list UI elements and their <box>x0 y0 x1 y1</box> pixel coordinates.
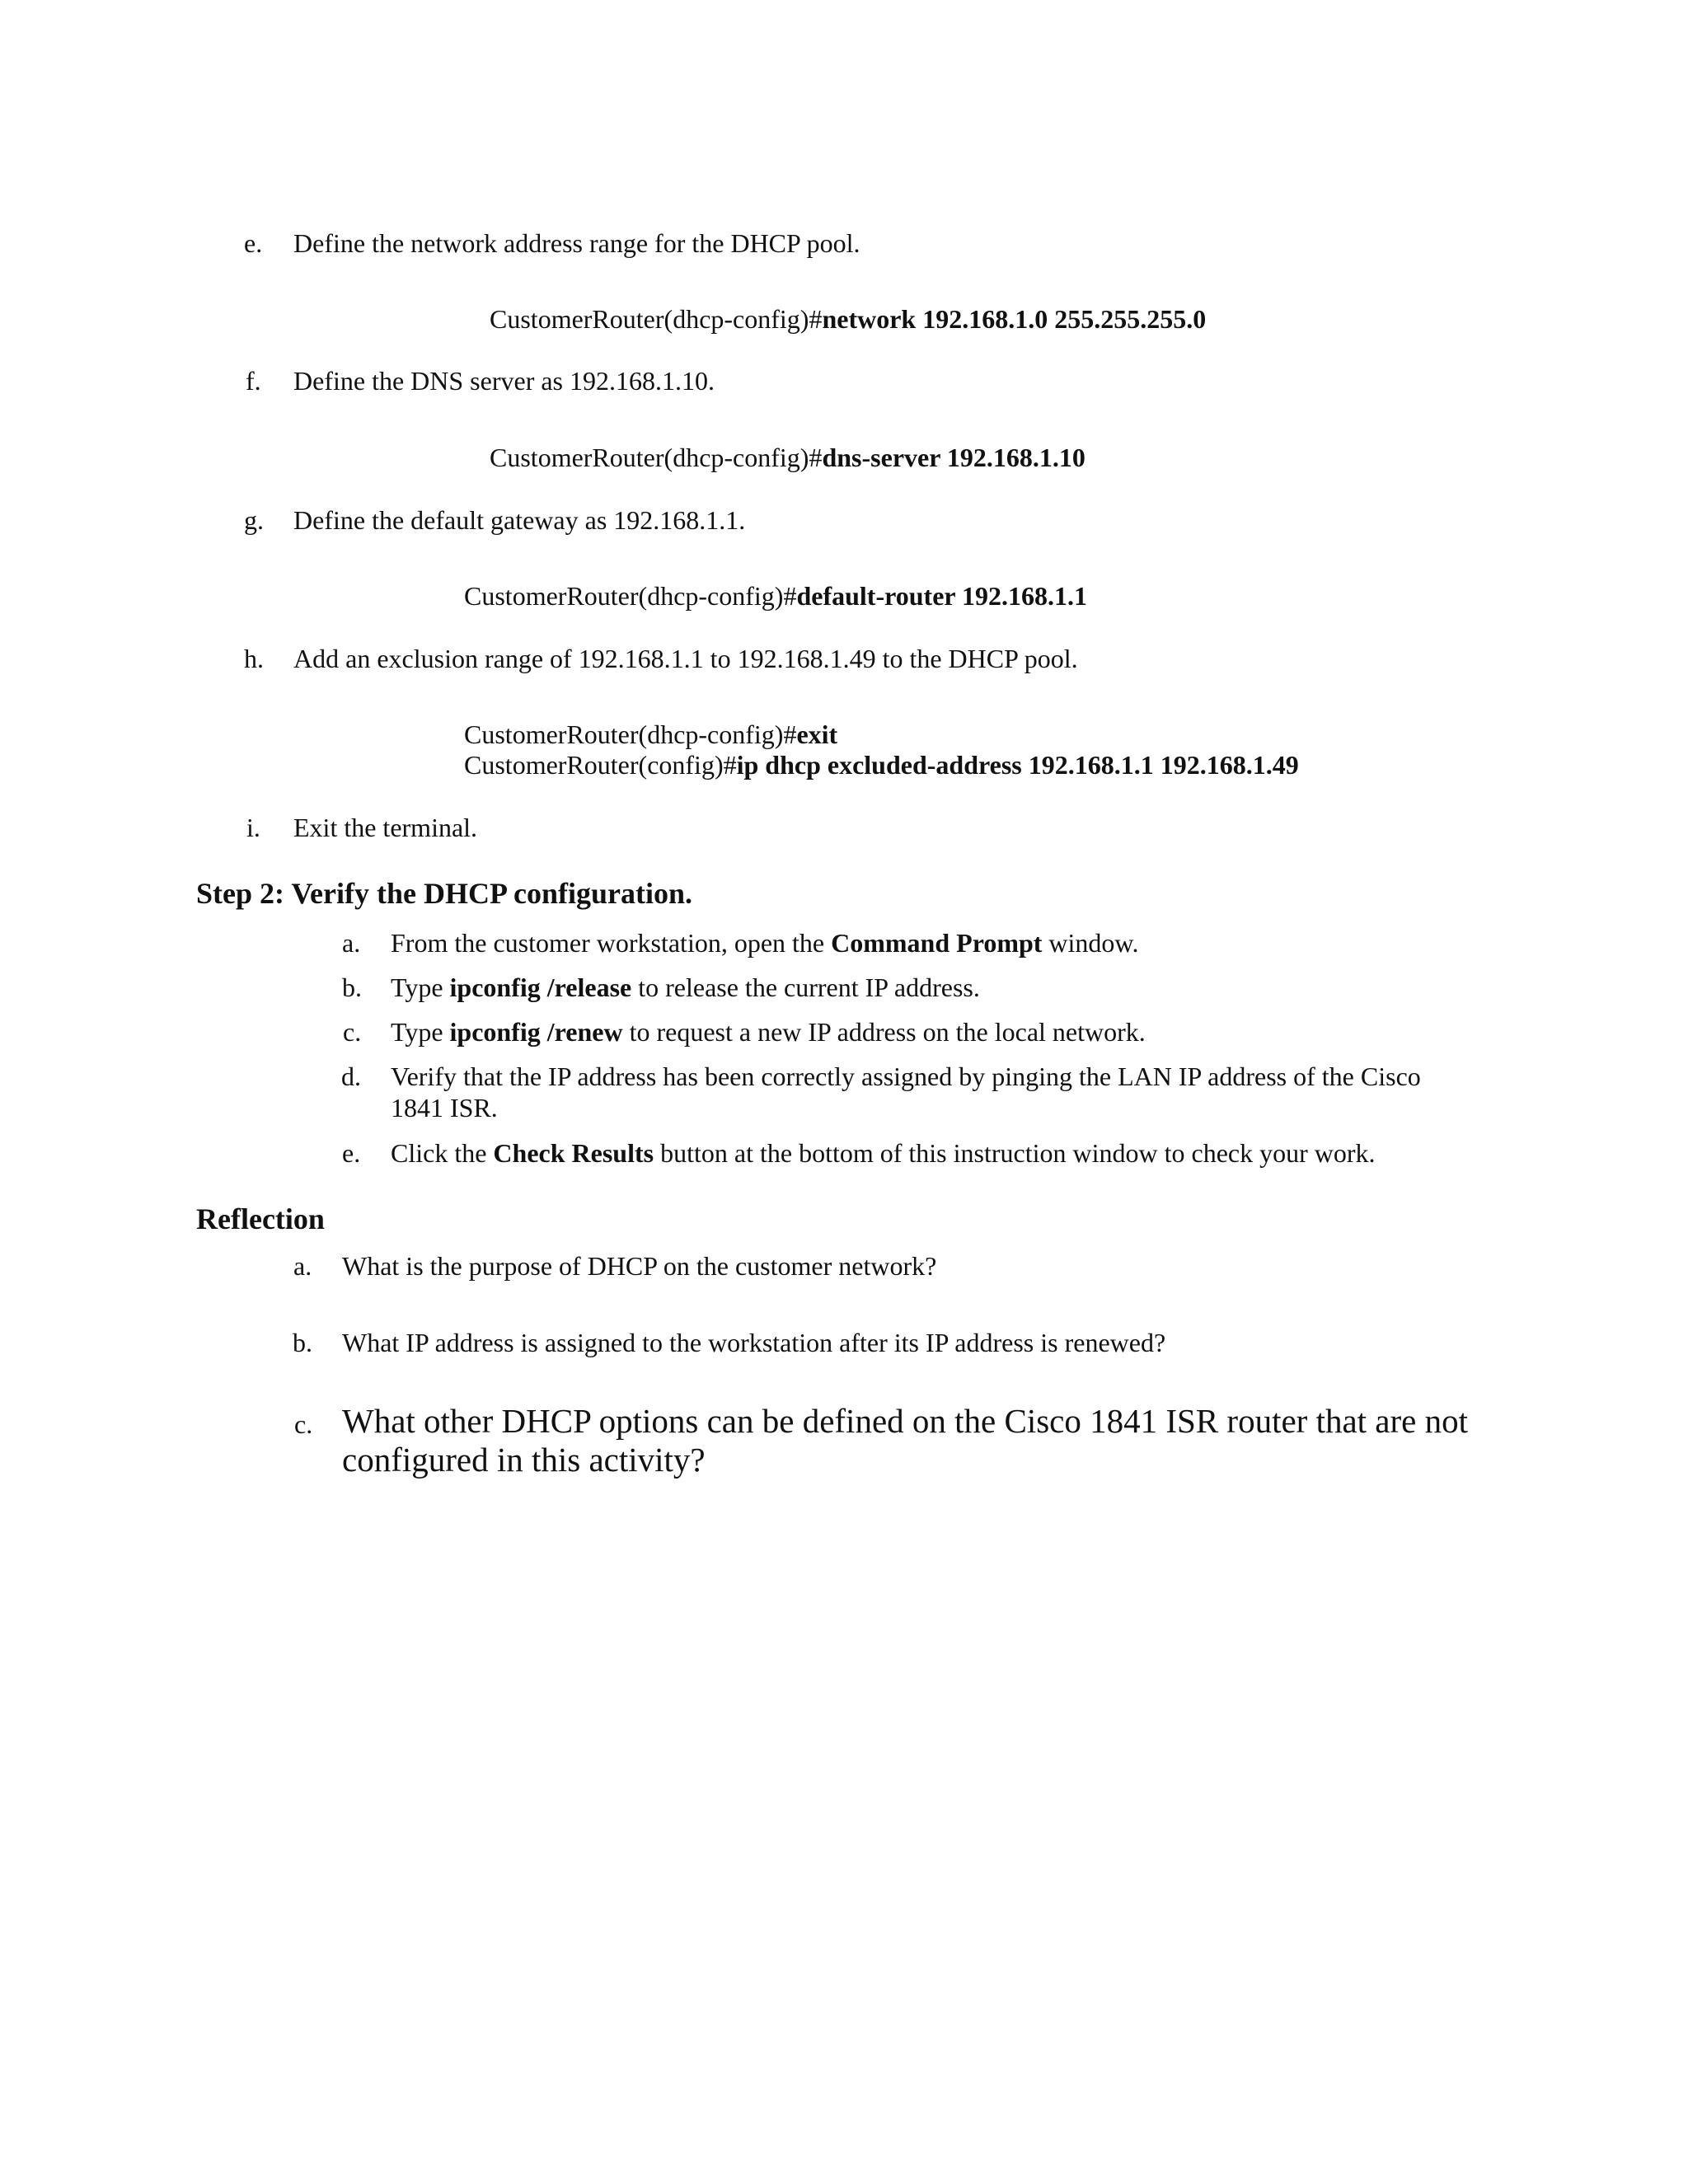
reflection-marker-c: c. <box>294 1409 313 1439</box>
step2-marker-d: d. <box>341 1062 361 1091</box>
command-text: exit <box>796 719 838 749</box>
bold-span: ipconfig /release <box>449 972 632 1002</box>
text-span: to release the current IP address. <box>631 972 980 1002</box>
command-gateway <box>464 580 1087 612</box>
section-heading-reflection: Reflection <box>196 1202 325 1235</box>
text-span: to request a new IP address on the local network. <box>622 1017 1146 1047</box>
step-text-e: Define the network address range for the DHCP pool. <box>293 228 860 258</box>
step2-marker-a: a. <box>342 928 361 958</box>
step-marker-g: g. <box>244 505 264 535</box>
step-marker-e: e. <box>244 228 263 258</box>
step-marker-i: i. <box>246 813 260 842</box>
text-span: From the customer workstation, open the <box>391 928 832 958</box>
command-prompt: CustomerRouter(dhcp-config)# <box>464 719 797 749</box>
bold-span: ipconfig /renew <box>449 1017 623 1047</box>
reflection-marker-b: b. <box>293 1328 312 1357</box>
command-dns <box>490 442 1085 473</box>
reflection-marker-a: a. <box>293 1251 312 1281</box>
bold-span: Check Results <box>493 1138 654 1168</box>
text-span: Type <box>391 1017 450 1047</box>
step2-text-b <box>391 972 980 1003</box>
step2-text-e <box>391 1137 1376 1169</box>
text-span: Click the <box>391 1138 494 1168</box>
step2-text-d-line1: Verify that the IP address has been correctly assigned by pinging the LAN IP address of the Cisco <box>391 1062 1421 1091</box>
command-text: network 192.168.1.0 255.255.255.0 <box>822 304 1207 334</box>
command-prompt: CustomerRouter(dhcp-config)# <box>464 581 797 611</box>
reflection-question-c-line1: What other DHCP options can be defined on the Cisco 1841 ISR router that are not <box>342 1402 1468 1440</box>
command-prompt: CustomerRouter(dhcp-config)# <box>490 443 823 472</box>
step2-marker-c: c. <box>343 1017 362 1047</box>
step2-marker-b: b. <box>342 972 362 1002</box>
command-prompt: CustomerRouter(dhcp-config)# <box>490 304 823 334</box>
command-network <box>490 303 1206 335</box>
text-span: Type <box>391 972 450 1002</box>
step-text-f: Define the DNS server as 192.168.1.10. <box>293 366 715 396</box>
command-exclude <box>464 749 1299 780</box>
bold-span: Command Prompt <box>831 928 1043 958</box>
text-span: window. <box>1042 928 1139 958</box>
command-prompt: CustomerRouter(config)# <box>464 750 737 780</box>
section-heading-step-2: Step 2: Verify the DHCP configuration. <box>196 877 692 910</box>
step-text-g: Define the default gateway as 192.168.1.1. <box>293 505 746 535</box>
command-exit <box>464 719 837 750</box>
step-text-i: Exit the terminal. <box>293 813 478 842</box>
step-marker-f: f. <box>246 366 261 396</box>
step2-marker-e: e. <box>342 1138 361 1168</box>
reflection-question-c-line2: configured in this activity? <box>342 1441 706 1479</box>
text-span: button at the bottom of this instruction window to check your work. <box>654 1138 1376 1168</box>
step2-text-a <box>391 927 1138 958</box>
reflection-question-b: What IP address is assigned to the workstation after its IP address is renewed? <box>342 1328 1166 1357</box>
reflection-question-a: What is the purpose of DHCP on the customer network? <box>342 1251 937 1281</box>
step-text-h: Add an exclusion range of 192.168.1.1 to 192.168.1.49 to the DHCP pool. <box>293 644 1078 673</box>
command-text: dns-server 192.168.1.10 <box>822 443 1085 472</box>
step2-text-d-line2: 1841 ISR. <box>391 1093 498 1122</box>
command-text: ip dhcp excluded-address 192.168.1.1 192.168.1.49 <box>736 750 1299 780</box>
step2-text-c <box>391 1016 1146 1047</box>
command-text: default-router 192.168.1.1 <box>796 581 1088 611</box>
step-marker-h: h. <box>244 644 264 673</box>
